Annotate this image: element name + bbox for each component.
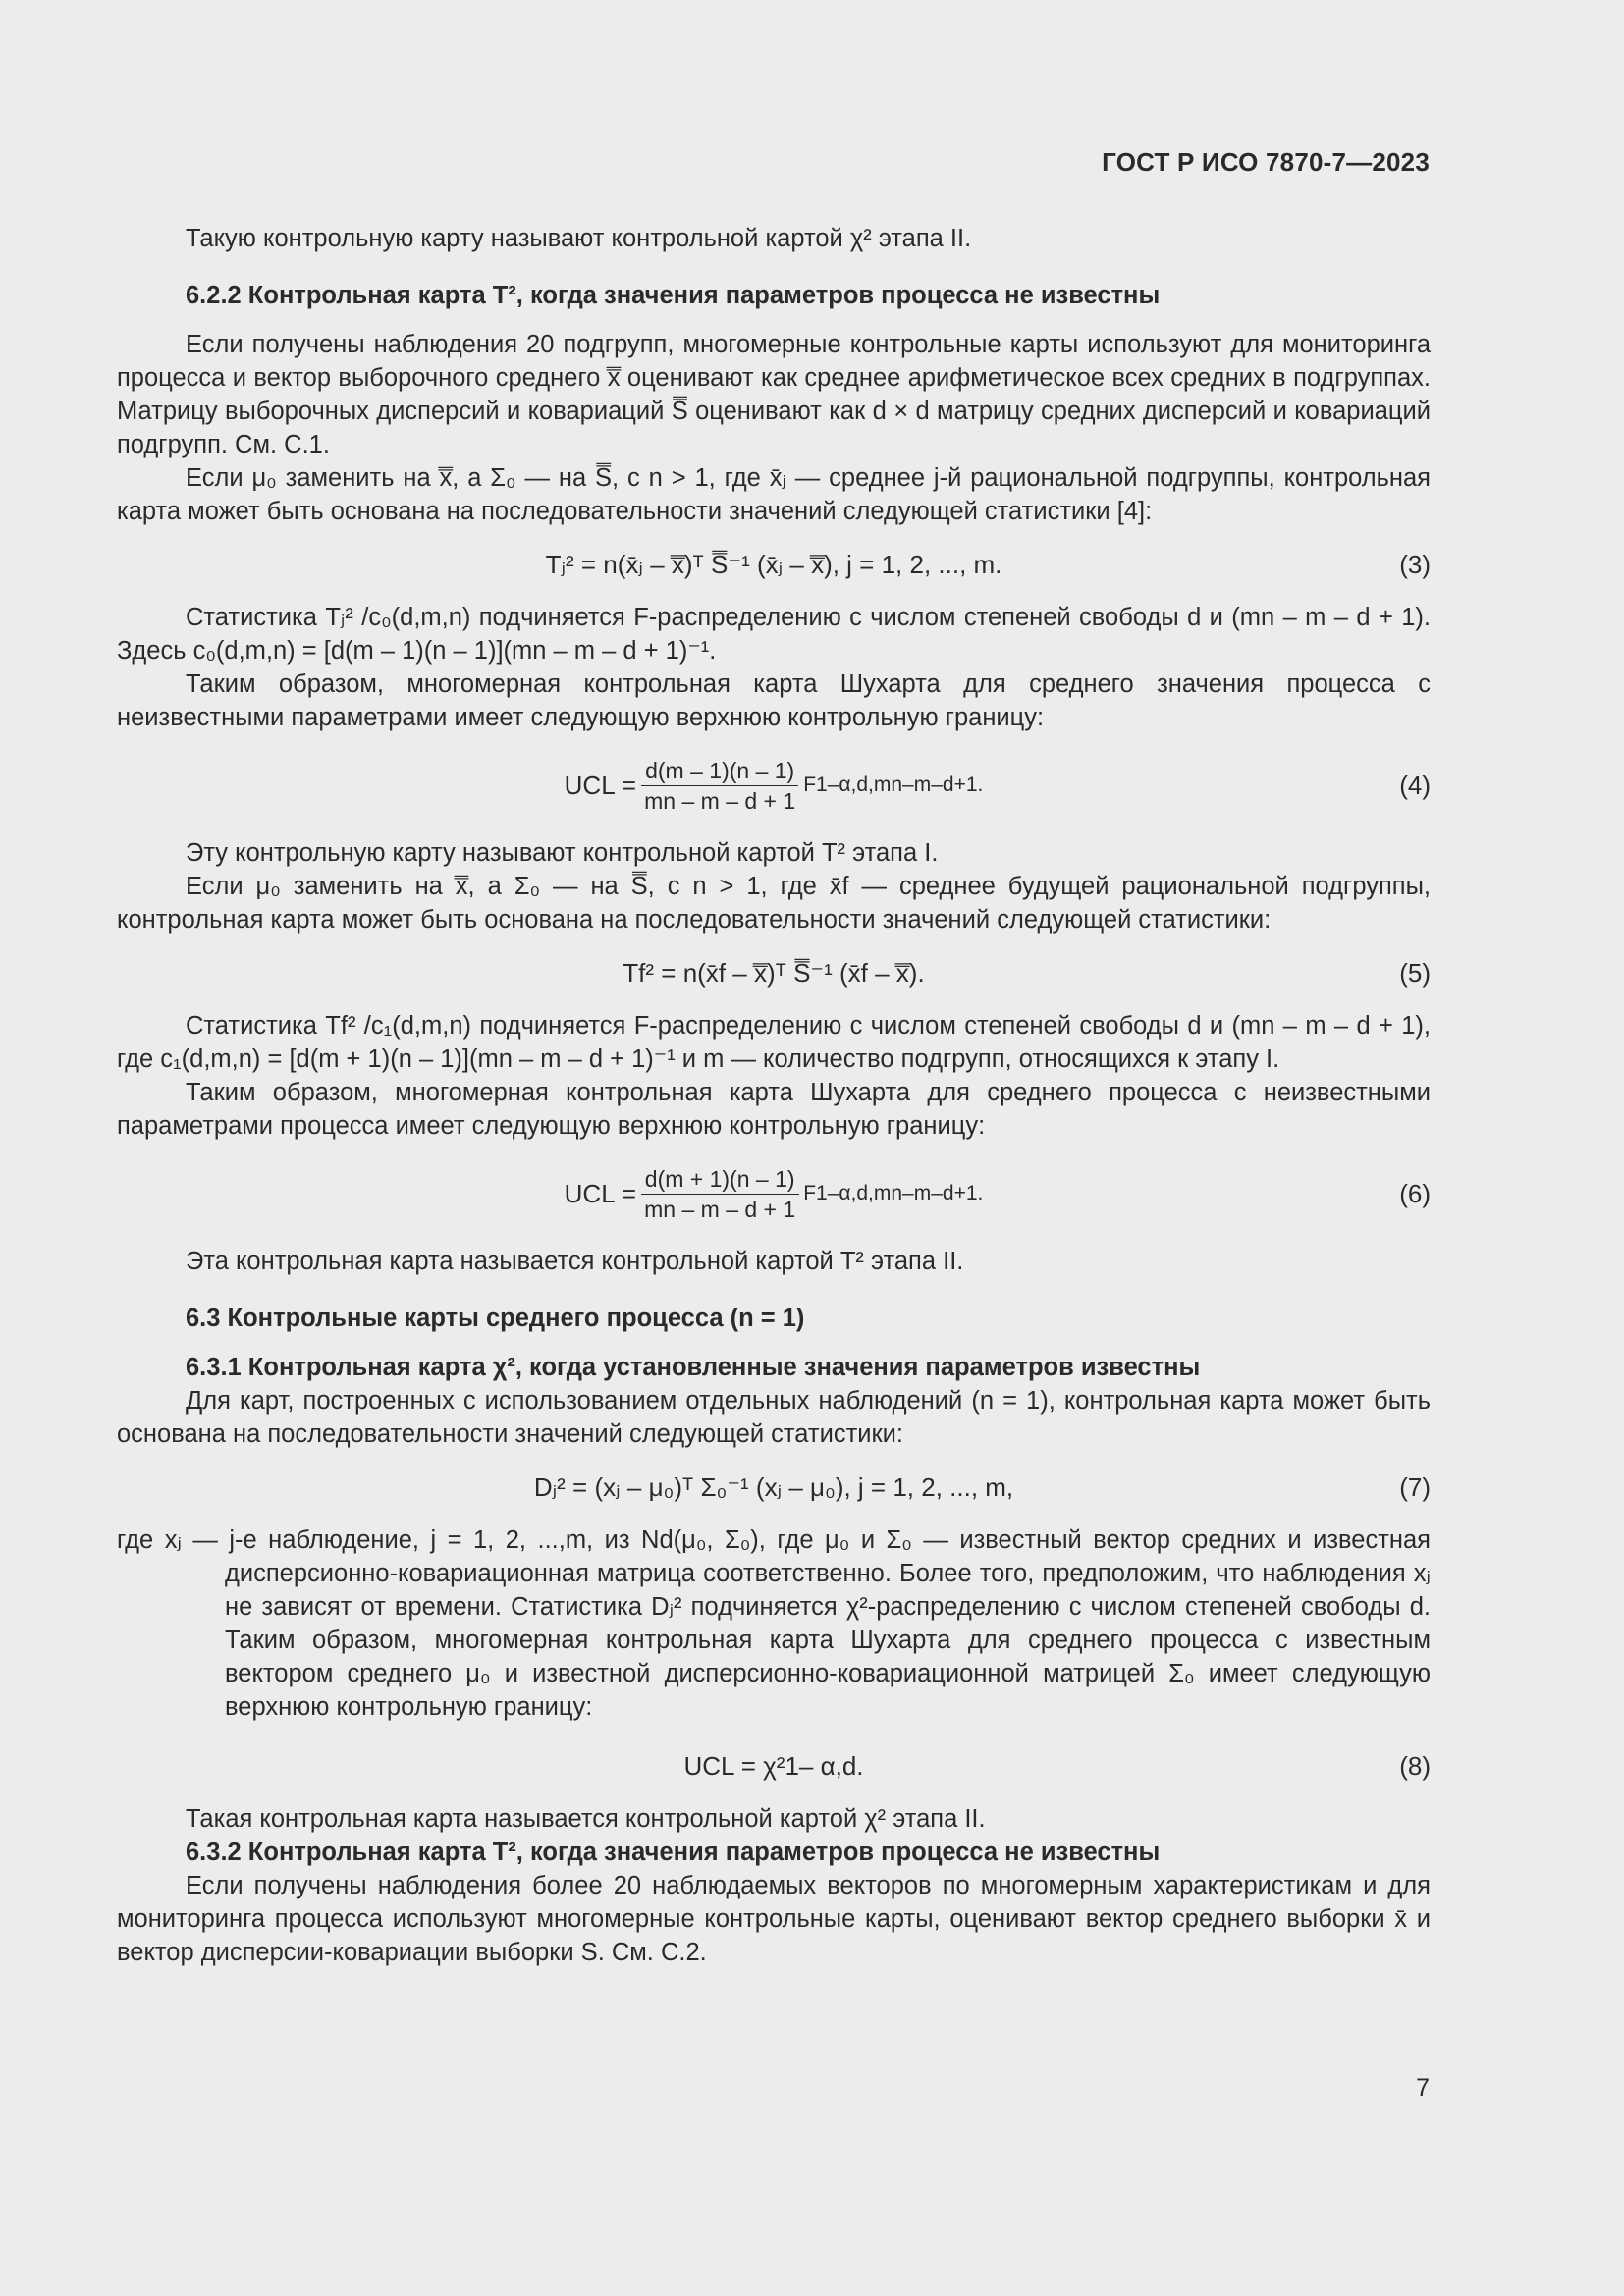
paragraph: Для карт, построенных с использованием отдельных наблюдений (n = 1), контрольная карта может быть основана на последовательности значений следующей статистики: [117,1387,1431,1448]
paragraph: Таким образом, многомерная контрольная карта Шухарта для среднего значения процесса с неизвестными параметрами имеет следующую верхнюю контрольную границу: [117,670,1431,731]
section-heading-6-3-1: 6.3.1 Контрольная карта χ², когда установленные значения параметров известны [186,1354,1201,1381]
section-heading-6-3: 6.3 Контрольные карты среднего процесса (n = 1) [186,1305,805,1332]
equation-number: (6) [1399,1179,1431,1208]
equation-4 [117,750,1431,821]
document-header: ГОСТ Р ИСО 7870-7—2023 [1102,147,1430,177]
equation-5 [117,946,1431,999]
equation-fraction [640,756,799,816]
document-body [117,222,1431,1969]
equation-3 [117,538,1431,591]
equation-body: Tⱼ² = n(x̄ⱼ – x̿)ᵀ S̿⁻¹ (x̄ⱼ – x̿), j = 1, 2, ..., m. [545,550,1002,579]
equation-body: UCL = χ²1– α,d. [683,1751,864,1781]
equation-6 [117,1158,1431,1229]
equation-body: Dⱼ² = (xⱼ – μ₀)ᵀ Σ₀⁻¹ (xⱼ – μ₀), j = 1, 2, ..., m, [533,1472,1014,1502]
equation-7 [117,1461,1431,1514]
paragraph: Эту контрольную карту называют контрольной картой T² этапа I. [186,839,939,867]
equation-number: (3) [1399,550,1431,579]
paragraph-where: где xⱼ — j-е наблюдение, j = 1, 2, ...,m, из Nd(μ₀, Σ₀), где μ₀ и Σ₀ — известный вектор средних и известная дисперсионно-ковариационная матрица соответственно. Более того, предположим, что наблюдения xⱼ не зависят от времени. Статистика Dⱼ² подчиняется χ²-распределению с числом степеней свободы d. Таким образом, многомерная контрольная карта Шухарта для среднего процесса с известным вектором среднего μ₀ и известной дисперсионно-ковариационной матрицей Σ₀ имеет следующую верхнюю контрольную границу: [117,1526,1431,1721]
equation-fraction [640,1164,799,1224]
equation-8 [117,1739,1431,1792]
paragraph: Статистика Tf² /c₁(d,m,n) подчиняется F-распределению с числом степеней свободы d и (mn – m – d + 1), где c₁(d,m,n) = [d(m + 1)(n – 1)](mn – m – d + 1)⁻¹ и m — количество подгрупп, относящихся к этапу I. [117,1012,1431,1073]
section-heading-6-2-2: 6.2.2 Контрольная карта T², когда значения параметров процесса не известны [186,282,1161,309]
equation-number: (7) [1399,1472,1431,1502]
fraction-denominator: mn – m – d + 1 [644,1196,796,1222]
section-heading-6-3-2: 6.3.2 Контрольная карта T², когда значения параметров процесса не известны [186,1839,1161,1866]
paragraph: Такая контрольная карта называется контрольной картой χ² этапа II. [186,1805,986,1833]
fraction-denominator: mn – m – d + 1 [644,787,796,814]
equation-number: (8) [1399,1751,1431,1781]
fraction-numerator: d(m + 1)(n – 1) [641,1164,799,1195]
equation-lhs: UCL = [564,771,637,800]
fraction-numerator: d(m – 1)(n – 1) [641,756,798,786]
equation-tail: F1–α,d,mn–m–d+1. [803,774,984,796]
equation-lhs: UCL = [564,1179,637,1208]
paragraph: Если получены наблюдения 20 подгрупп, многомерные контрольные карты используют для мониторинга процесса и вектор выборочного среднего x̿ оценивают как среднее арифметическое всех средних в подгруппах. Матрицу выборочных дисперсий и ковариаций S̿ оценивают как d × d матрицу средних дисперсий и ковариаций подгрупп. См. С.1. [117,331,1431,458]
paragraph: Если μ₀ заменить на x̿, а Σ₀ — на S̿, с n > 1, где x̄f — среднее будущей рациональной подгруппы, контрольная карта может быть основана на последовательности значений следующей статистики: [117,873,1431,934]
equation-number: (4) [1399,771,1431,800]
equation-tail: F1–α,d,mn–m–d+1. [803,1182,984,1204]
page-number: 7 [1416,2074,1430,2102]
equation-number: (5) [1399,958,1431,988]
paragraph: Таким образом, многомерная контрольная карта Шухарта для среднего процесса с неизвестными параметрами процесса имеет следующую верхнюю контрольную границу: [117,1079,1431,1140]
paragraph: Статистика Tⱼ² /c₀(d,m,n) подчиняется F-распределению с числом степеней свободы d и (mn – m – d + 1). Здесь c₀(d,m,n) = [d(m – 1)(n – 1)](mn – m – d + 1)⁻¹. [117,604,1431,665]
equation-body: Tf² = n(x̄f – x̿)ᵀ S̿⁻¹ (x̄f – x̿). [623,958,925,988]
paragraph: Если μ₀ заменить на x̿, а Σ₀ — на S̿, с n > 1, где x̄ⱼ — среднее j-й рациональной подгруппы, контрольная карта может быть основана на последовательности значений следующей статистики [4]: [117,464,1431,525]
paragraph: Если получены наблюдения более 20 наблюдаемых векторов по многомерным характеристикам и для мониторинга процесса используют многомерные контрольные карты, оценивают вектор среднего выборки x̄ и вектор дисперсии-ковариации выборки S. См. С.2. [117,1872,1431,1966]
paragraph: Эта контрольная карта называется контрольной картой T² этапа II. [186,1248,964,1275]
paragraph: Такую контрольную карту называют контрольной картой χ² этапа II. [186,225,972,252]
